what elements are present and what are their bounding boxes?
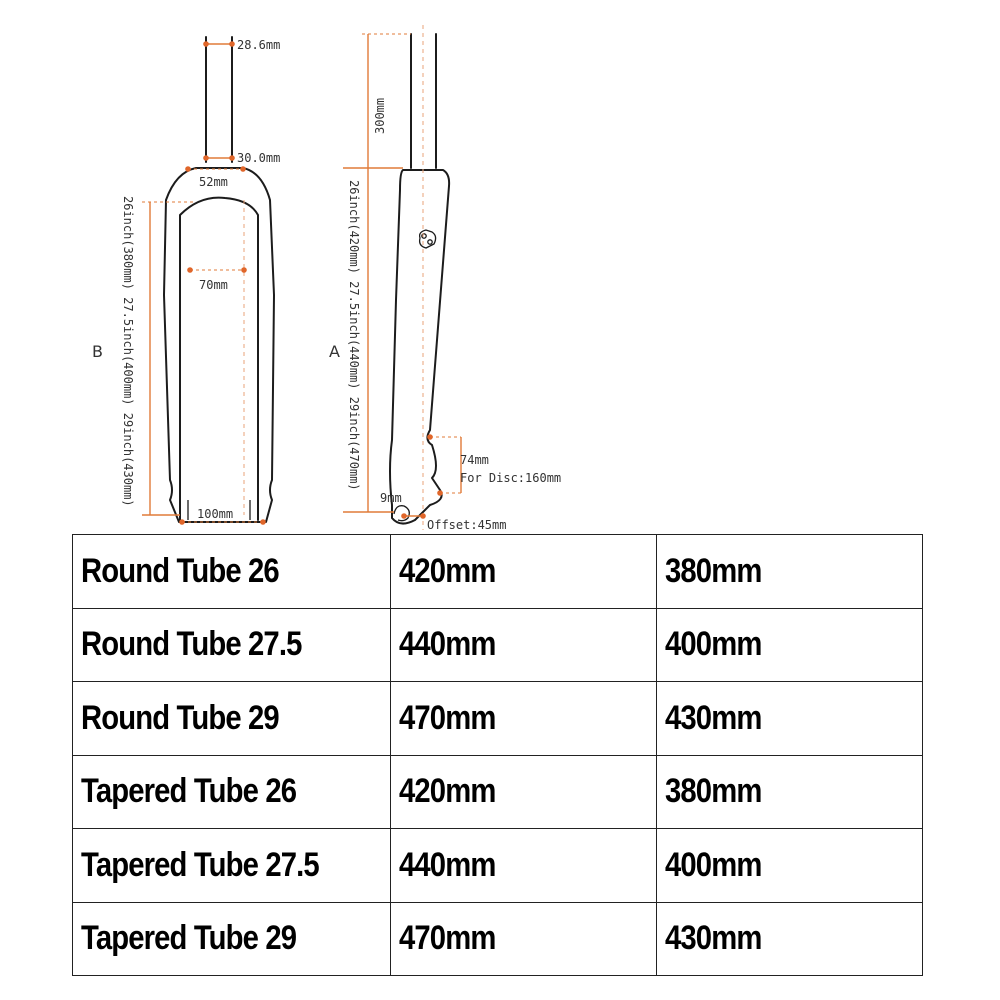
length-a-cell: 420mm xyxy=(391,535,657,609)
table-row xyxy=(73,829,923,903)
table-row xyxy=(73,902,923,976)
inner-width-label: 70mm xyxy=(199,278,228,292)
model-cell: Round Tube 27.5 xyxy=(73,608,391,682)
dropout-width-label: 100mm xyxy=(197,507,234,521)
size-spec-table xyxy=(72,534,923,976)
table-row xyxy=(73,682,923,756)
model-cell: Tapered Tube 29 xyxy=(73,902,391,976)
length-b-cell: 400mm xyxy=(657,829,923,903)
view-b-label: B xyxy=(92,342,103,361)
model-cell: Round Tube 29 xyxy=(73,682,391,756)
disc-mount-spacing-label: 74mm xyxy=(460,453,489,467)
length-b-cell: 380mm xyxy=(657,535,923,609)
side-view xyxy=(329,25,561,532)
front-length-label: 26inch(380mm) 27.5inch(400mm) 29inch(430mm) xyxy=(121,196,135,507)
length-a-cell: 420mm xyxy=(391,755,657,829)
crown-width-label: 52mm xyxy=(199,175,228,189)
length-a-cell: 440mm xyxy=(391,829,657,903)
model-cell: Tapered Tube 26 xyxy=(73,755,391,829)
steerer-base-diameter-label: 30.0mm xyxy=(237,151,281,165)
length-b-cell: 430mm xyxy=(657,902,923,976)
model-cell: Tapered Tube 27.5 xyxy=(73,829,391,903)
length-a-cell: 470mm xyxy=(391,902,657,976)
steerer-length-label: 300mm xyxy=(373,97,387,134)
axle-label: 9mm xyxy=(380,491,402,505)
table-row xyxy=(73,755,923,829)
table-row xyxy=(73,608,923,682)
length-b-cell: 430mm xyxy=(657,682,923,756)
view-a-label: A xyxy=(329,342,340,361)
length-a-cell: 440mm xyxy=(391,608,657,682)
model-cell: Round Tube 26 xyxy=(73,535,391,609)
offset-label: Offset:45mm xyxy=(427,518,507,532)
disc-size-label: For Disc:160mm xyxy=(460,471,562,485)
steerer-top-diameter-label: 28.6mm xyxy=(237,38,281,52)
front-view xyxy=(92,37,280,525)
table-row xyxy=(73,535,923,609)
length-b-cell: 380mm xyxy=(657,755,923,829)
length-a-cell: 470mm xyxy=(391,682,657,756)
length-b-cell: 400mm xyxy=(657,608,923,682)
side-length-label: 26inch(420mm) 27.5inch(440mm) 29inch(470mm) xyxy=(347,180,361,491)
